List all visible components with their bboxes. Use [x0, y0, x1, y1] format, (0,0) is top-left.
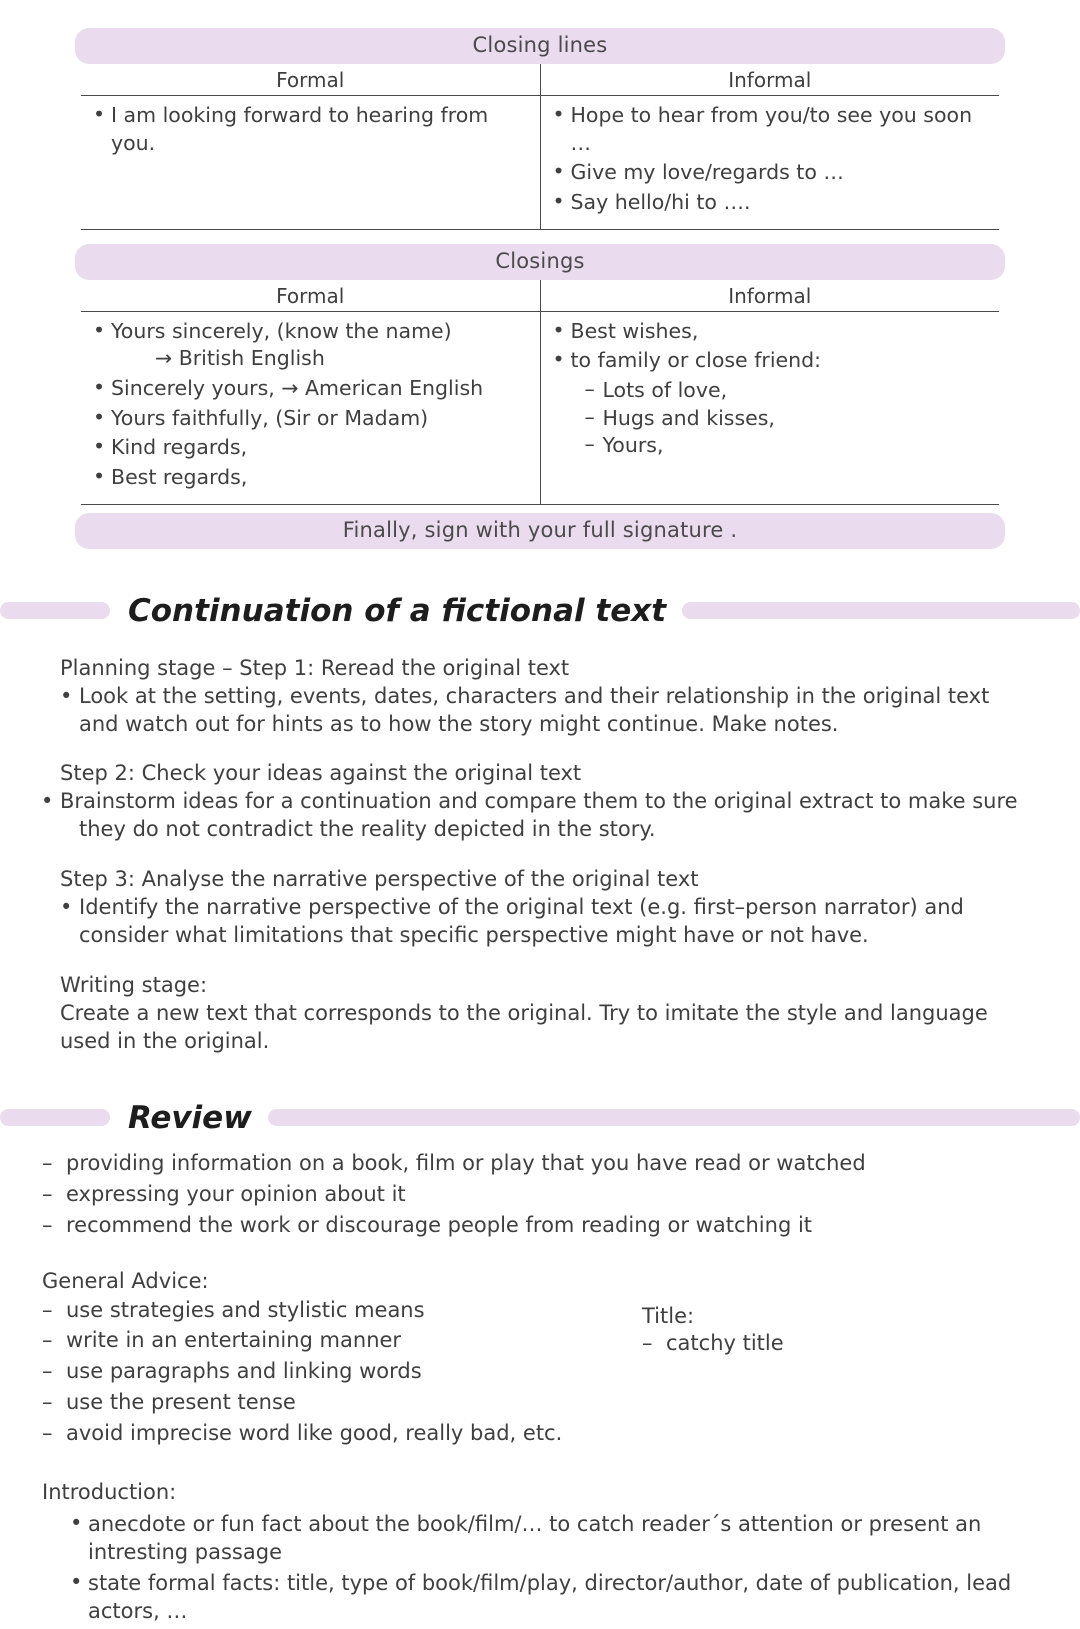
continuation-body: [60, 655, 1020, 1056]
list-item: • Hope to hear from you/to see you soon …: [551, 102, 990, 157]
general-advice-list: [42, 1297, 642, 1449]
table-header-row: [81, 280, 999, 312]
cell-informal: [541, 96, 1000, 229]
column-header-informal: Informal: [728, 283, 812, 308]
list-item: – providing information on a book, film or play that you have read or watched: [42, 1150, 1020, 1178]
heading-rule-right: [682, 602, 1080, 619]
list-item: – expressing your opinion about it: [42, 1181, 1020, 1209]
list-item-subnote: → British English: [155, 346, 325, 371]
list-subitem: – Yours,: [551, 432, 990, 460]
list-item: • state formal facts: title, type of book/film/play, director/author, date of publication, lead actors, …: [68, 1570, 1020, 1626]
paragraph-lead: Writing stage:: [60, 973, 208, 998]
list-item: – use strategies and stylistic means: [42, 1297, 642, 1325]
table-header-row: [81, 64, 999, 96]
list-item: • to family or close friend:: [551, 347, 990, 375]
paragraph-lead: Step 3: Analyse the narrative perspective of the original text: [60, 867, 699, 892]
paragraph-writing-stage: [60, 972, 1020, 1056]
table-body-row: [81, 96, 999, 230]
paragraph-bullet: • Look at the setting, events, dates, characters and their relationship in the original text and watch out for hints as to how the story might continue. Make notes.: [60, 683, 1020, 739]
cell-formal: [81, 312, 541, 504]
paragraph-bullet: • Identify the narrative perspective of the original text (e.g. first–person narrator) and consider what limitations that specific perspective might have or not have.: [60, 894, 1020, 950]
section-title: Review: [128, 1099, 252, 1136]
list-item: • I am looking forward to hearing from you.: [91, 102, 530, 157]
review-advice-and-title: [42, 1243, 1020, 1452]
introduction-block: [42, 1479, 1020, 1626]
paragraph-lead: Planning stage – Step 1: Reread the original text: [60, 655, 570, 680]
cell-informal: [541, 312, 1000, 504]
list-item: – recommend the work or discourage people from reading or watching it: [42, 1212, 1020, 1240]
list-item-text: Yours sincerely, (know the name): [111, 318, 452, 343]
paragraph-step-1: [60, 655, 1020, 739]
paragraph-step-2: [60, 760, 1020, 844]
list-item: • Yours faithfully, (Sir or Madam): [91, 405, 530, 433]
list-item: • Kind regards,: [91, 434, 530, 462]
list-item: • Sincerely yours, → American English: [91, 375, 530, 403]
title-block: [642, 1243, 784, 1452]
list-subitem: – Hugs and kisses,: [551, 405, 990, 433]
list-item: [91, 318, 530, 373]
paragraph-bullet: • Brainstorm ideas for a continuation and compare them to the original extract to make sure they do not contradict the reality depicted in the story.: [60, 788, 1020, 844]
column-header-formal: Formal: [81, 64, 541, 95]
finally-note-band: Finally, sign with your full signature .: [75, 513, 1005, 549]
general-advice-block: [42, 1243, 642, 1452]
heading-rule-left: [0, 1109, 110, 1126]
table-body-row: [81, 312, 999, 505]
section-heading-continuation: [0, 593, 1080, 629]
list-item: – write in an entertaining manner: [42, 1327, 642, 1355]
table-closings: [75, 244, 1005, 549]
list-item: • Say hello/hi to ….: [551, 189, 990, 217]
table-title-band: Closing lines: [75, 28, 1005, 64]
table-title-band: Closings: [75, 244, 1005, 280]
introduction-label: Introduction:: [42, 1480, 177, 1505]
column-header-formal: Formal: [81, 280, 541, 311]
table-closing-lines: [75, 28, 1005, 230]
list-item: • Best wishes,: [551, 318, 990, 346]
heading-rule-right: [268, 1109, 1080, 1126]
list-item: – avoid imprecise word like good, really bad, etc.: [42, 1420, 642, 1448]
list-item: – use the present tense: [42, 1389, 642, 1417]
top-spacer: [0, 0, 1080, 28]
general-advice-label: General Advice:: [42, 1268, 209, 1293]
list-subitem: – Lots of love,: [551, 377, 990, 405]
list-item: • Best regards,: [91, 464, 530, 492]
review-top-list: [42, 1150, 1020, 1240]
paragraph-lead: Step 2: Check your ideas against the original text: [60, 761, 582, 786]
list-item: – catchy title: [642, 1330, 784, 1358]
column-header-informal: Informal: [728, 68, 812, 92]
list-item: • anecdote or fun fact about the book/film/… to catch reader´s attention or present an intresting passage: [68, 1511, 1020, 1567]
section-heading-review: [0, 1100, 1080, 1136]
paragraph-step-3: [60, 866, 1020, 950]
list-item: • Give my love/regards to …: [551, 159, 990, 187]
title-block-list: [642, 1330, 784, 1358]
paragraph-text: Create a new text that corresponds to the original. Try to imitate the style and language used in the original.: [60, 1000, 988, 1053]
section-title: Continuation of a fictional text: [128, 592, 667, 629]
heading-rule-left: [0, 602, 110, 619]
cell-formal: [81, 96, 541, 229]
title-block-label: Title:: [642, 1303, 695, 1328]
list-item: – use paragraphs and linking words: [42, 1358, 642, 1386]
